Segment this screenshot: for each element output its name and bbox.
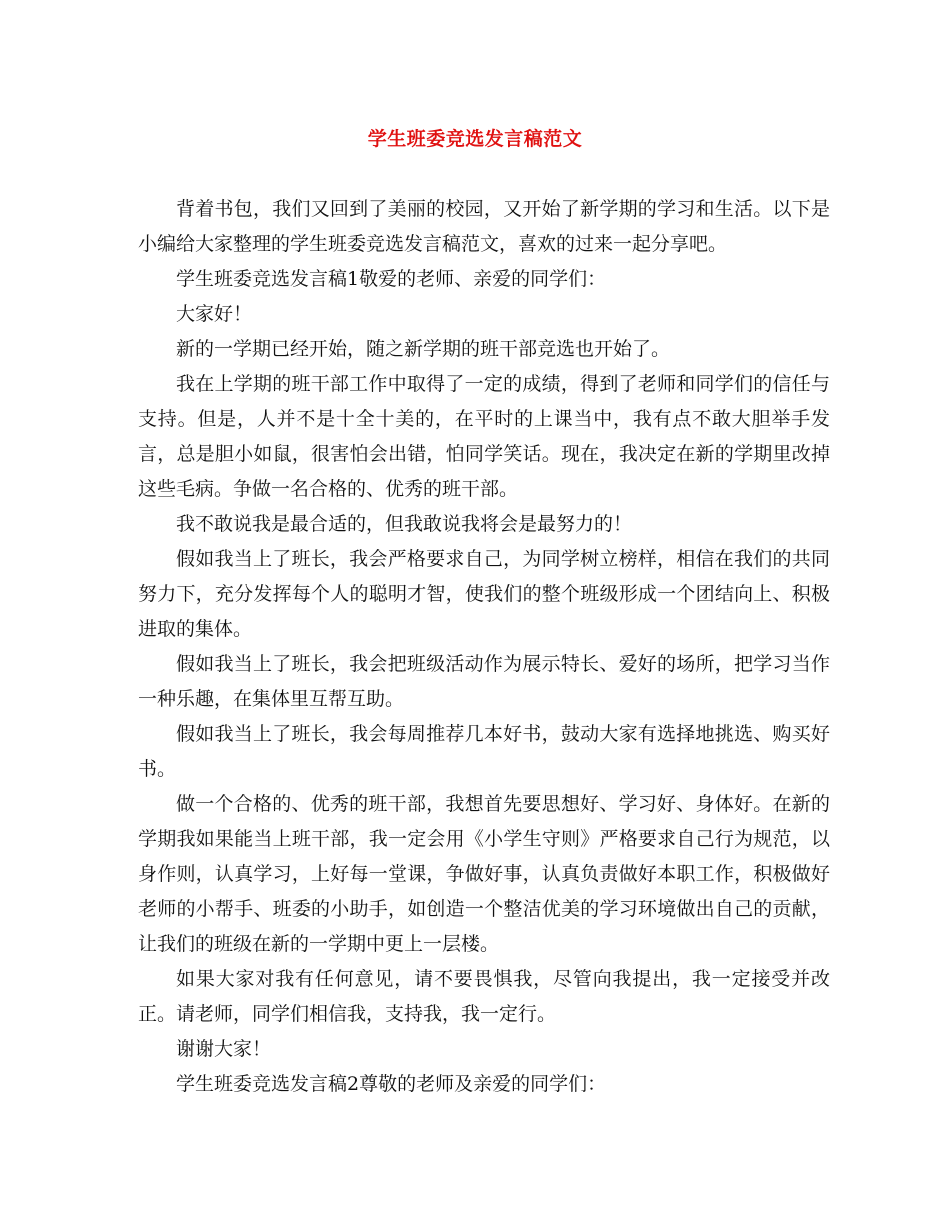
paragraph-greeting: 大家好！ — [176, 303, 253, 325]
paragraph-speech-2-heading: 学生班委竞选发言稿2尊敬的老师及亲爱的同学们： — [176, 1073, 607, 1095]
paragraph: 新的一学期已经开始，随之新学期的班干部竞选也开始了。 — [176, 338, 671, 360]
document-body — [138, 192, 830, 1102]
paragraph: 如果大家对我有任何意见，请不要畏惧我，尽管向我提出，我一定接受并改正。请老师，同学们相信我，支持我，我一定行。 — [138, 968, 830, 1025]
paragraph-thanks: 谢谢大家！ — [176, 1038, 272, 1060]
paragraph: 假如我当上了班长，我会把班级活动作为展示特长、爱好的场所，把学习当作一种乐趣，在集体里互帮互助。 — [138, 653, 830, 710]
paragraph: 做一个合格的、优秀的班干部，我想首先要思想好、学习好、身体好。在新的学期我如果能当上班干部，我一定会用《小学生守则》严格要求自己行为规范，以身作则，认真学习，上好每一堂课，争做好事，认真负责做好本职工作，积极做好老师的小帮手、班委的小助手，如创造一个整洁优美的学习环境做出自己的贡献，让我们的班级在新的一学期中更上一层楼。 — [138, 793, 830, 955]
paragraph-intro: 背着书包，我们又回到了美丽的校园，又开始了新学期的学习和生活。以下是小编给大家整理的学生班委竞选发言稿范文，喜欢的过来一起分享吧。 — [138, 198, 830, 255]
paragraph: 我在上学期的班干部工作中取得了一定的成绩，得到了老师和同学们的信任与支持。但是，人并不是十全十美的，在平时的上课当中，我有点不敢大胆举手发言，总是胆小如鼠，很害怕会出错，怕同学笑话。现在，我决定在新的学期里改掉这些毛病。争做一名合格的、优秀的班干部。 — [138, 373, 830, 500]
document-title: 学生班委竞选发言稿范文 — [367, 128, 583, 150]
paragraph: 我不敢说我是最合适的，但我敢说我将会是最努力的！ — [176, 513, 633, 535]
paragraph-speech-1-heading: 学生班委竞选发言稿1敬爱的老师、亲爱的同学们： — [176, 268, 607, 290]
paragraph: 假如我当上了班长，我会每周推荐几本好书，鼓动大家有选择地挑选、购买好书。 — [138, 723, 830, 780]
paragraph: 假如我当上了班长，我会严格要求自己，为同学树立榜样，相信在我们的共同努力下，充分发挥每个人的聪明才智，使我们的整个班级形成一个团结向上、积极进取的集体。 — [138, 548, 830, 640]
